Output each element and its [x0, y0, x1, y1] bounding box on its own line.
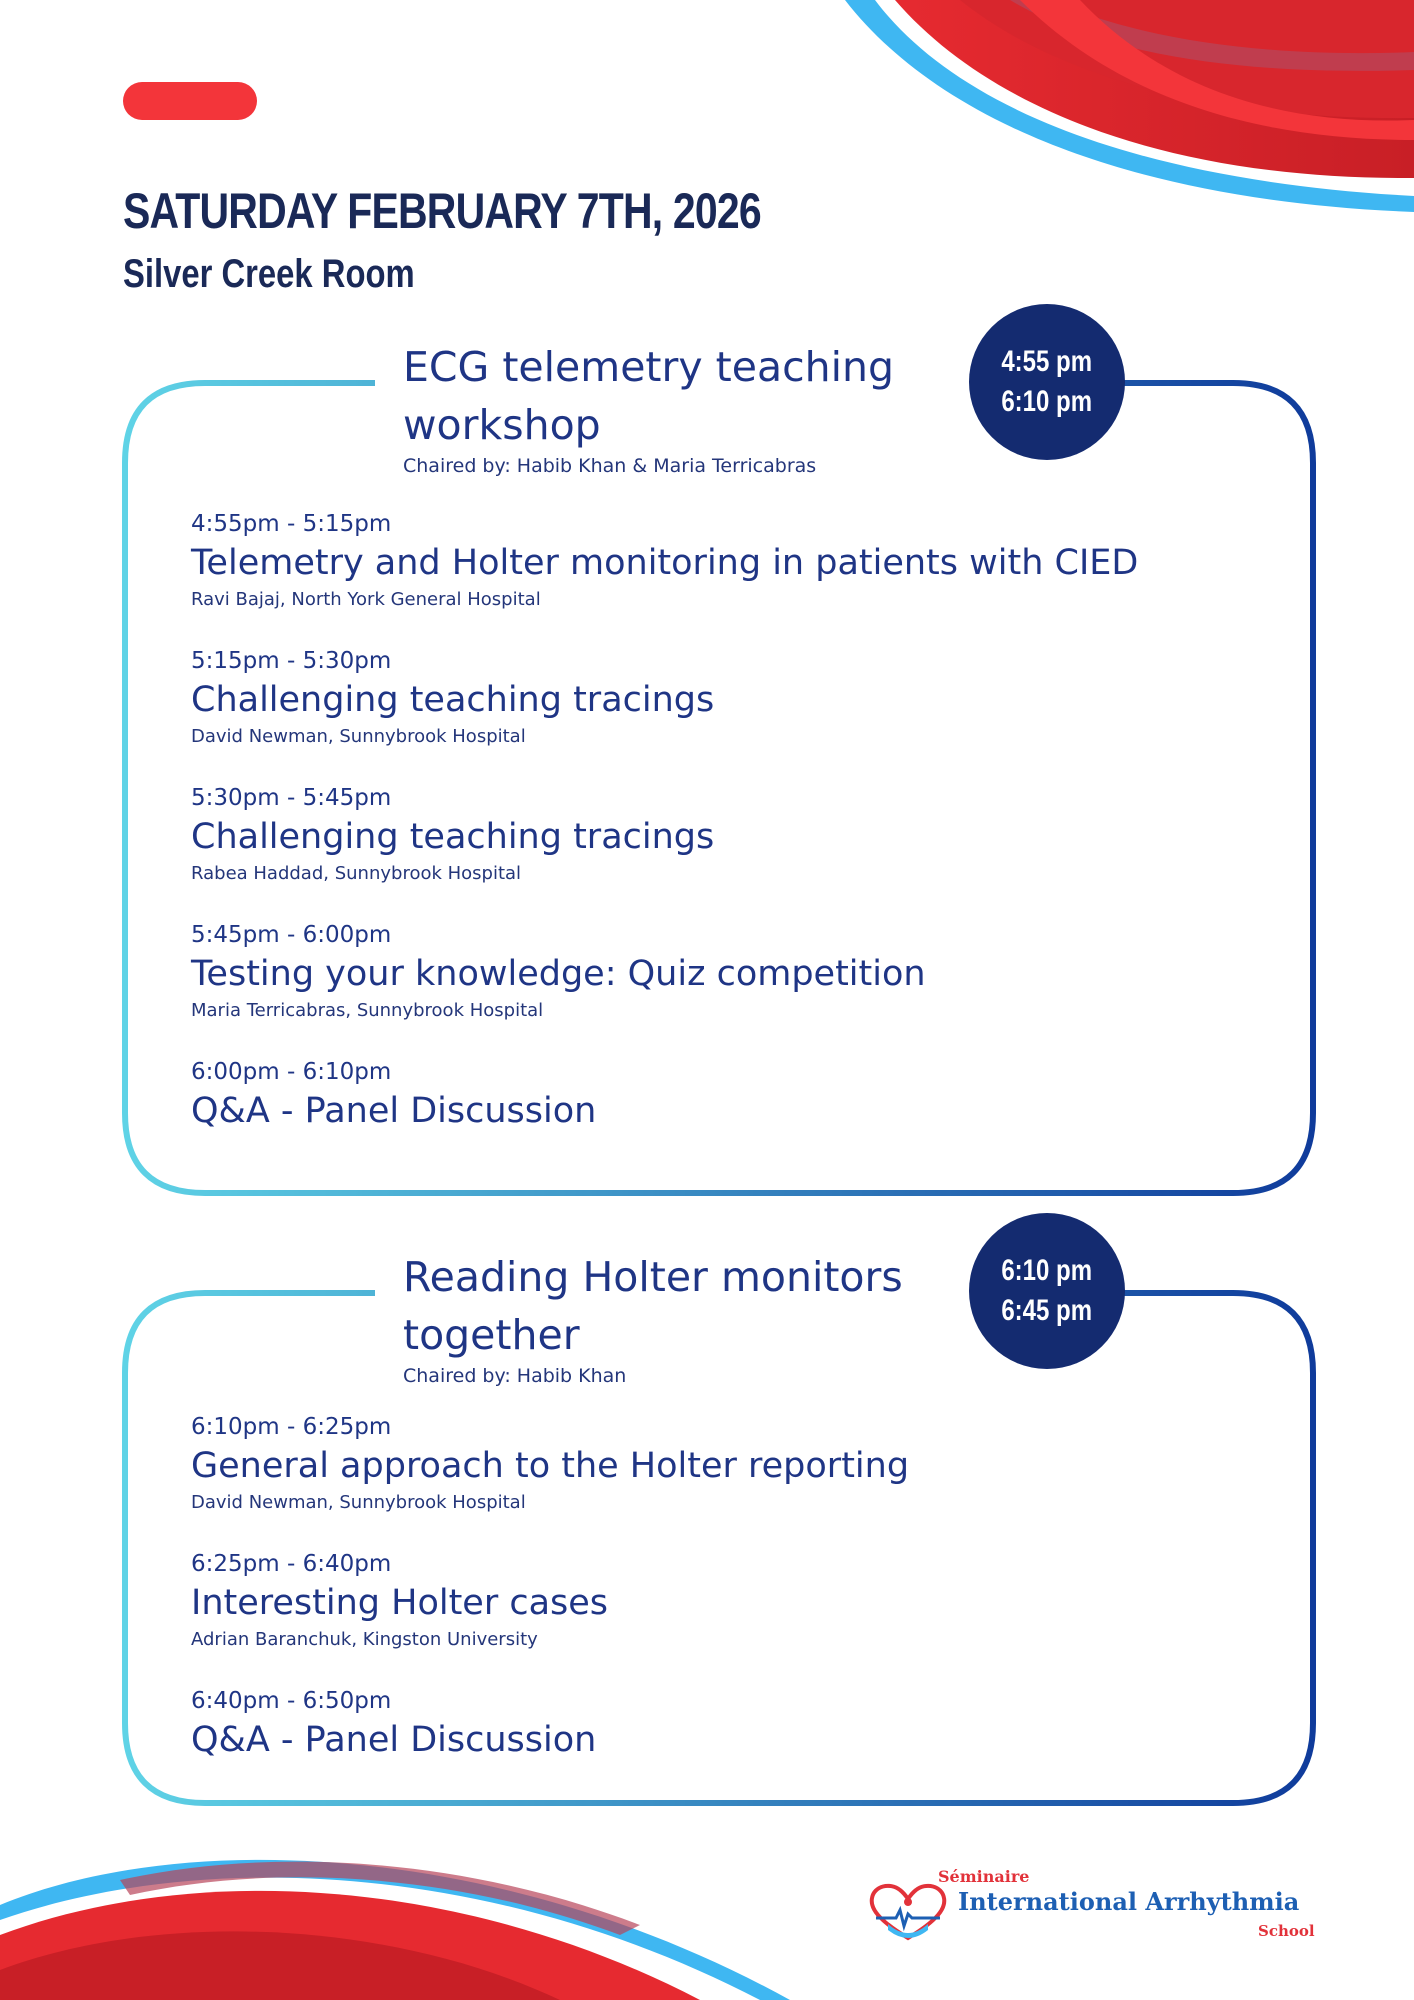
talk-item: [191, 1413, 1291, 1515]
event-date: SATURDAY FEBRUARY 7TH, 2026: [123, 183, 761, 239]
top-right-swoosh: [845, 0, 1414, 212]
talk-time: 5:15pm - 5:30pm: [191, 648, 392, 674]
talk-item: [191, 1058, 1291, 1134]
talk-item: [191, 510, 1291, 612]
bottom-left-swoosh: [0, 1860, 790, 2000]
talk-speaker: Rabea Haddad, Sunnybrook Hospital: [191, 863, 522, 884]
badge-start-time: 6:10 pm: [1001, 1254, 1093, 1287]
session-1-title: ECG telemetry teaching workshop: [403, 343, 894, 449]
talk-title: General approach to the Holter reporting: [191, 1446, 910, 1486]
session-2-chair: Chaired by: Habib Khan: [403, 1365, 627, 1387]
school-logo: [868, 1862, 1328, 1962]
talk-title: Challenging teaching tracings: [191, 817, 715, 857]
talk-time: 6:00pm - 6:10pm: [191, 1059, 392, 1085]
talk-item: [191, 921, 1291, 1023]
badge-end-time: 6:45 pm: [1001, 1294, 1093, 1327]
talk-time: 6:10pm - 6:25pm: [191, 1414, 392, 1440]
talk-title: Challenging teaching tracings: [191, 680, 715, 720]
talk-title: Testing your knowledge: Quiz competition: [191, 954, 926, 994]
accent-pill: [123, 82, 257, 120]
talk-time: 6:25pm - 6:40pm: [191, 1551, 392, 1577]
talk-title: Telemetry and Holter monitoring in patients with CIED: [191, 543, 1139, 583]
logo-line-name: International Arrhythmia: [958, 1887, 1300, 1916]
session-1-chair: Chaired by: Habib Khan & Maria Terricabras: [403, 455, 817, 477]
talk-item: [191, 1550, 1291, 1652]
talk-time: 4:55pm - 5:15pm: [191, 511, 392, 537]
talk-title: Interesting Holter cases: [191, 1583, 609, 1623]
talk-speaker: David Newman, Sunnybrook Hospital: [191, 1492, 526, 1513]
session-2-time-badge: [969, 1213, 1125, 1369]
badge-start-time: 4:55 pm: [1001, 345, 1093, 378]
talk-item: [191, 1687, 1291, 1763]
talk-speaker: David Newman, Sunnybrook Hospital: [191, 726, 526, 747]
talk-speaker: Ravi Bajaj, North York General Hospital: [191, 589, 541, 610]
badge-end-time: 6:10 pm: [1001, 385, 1093, 418]
logo-line-school: School: [1258, 1922, 1315, 1940]
talk-speaker: Adrian Baranchuk, Kingston University: [191, 1629, 538, 1650]
talk-title: Q&A - Panel Discussion: [191, 1091, 597, 1131]
talk-title: Q&A - Panel Discussion: [191, 1720, 597, 1760]
talk-time: 5:45pm - 6:00pm: [191, 922, 392, 948]
talk-time: 5:30pm - 5:45pm: [191, 785, 392, 811]
logo-line-seminaire: Séminaire: [938, 1867, 1030, 1886]
room-name: Silver Creek Room: [123, 252, 415, 296]
session-2-title: Reading Holter monitors together: [403, 1253, 903, 1359]
talk-speaker: Maria Terricabras, Sunnybrook Hospital: [191, 1000, 544, 1021]
talk-item: [191, 784, 1291, 886]
heart-logo-icon: [868, 1880, 948, 1944]
session-1-time-badge: [969, 304, 1125, 460]
talk-time: 6:40pm - 6:50pm: [191, 1688, 392, 1714]
talk-item: [191, 647, 1291, 749]
